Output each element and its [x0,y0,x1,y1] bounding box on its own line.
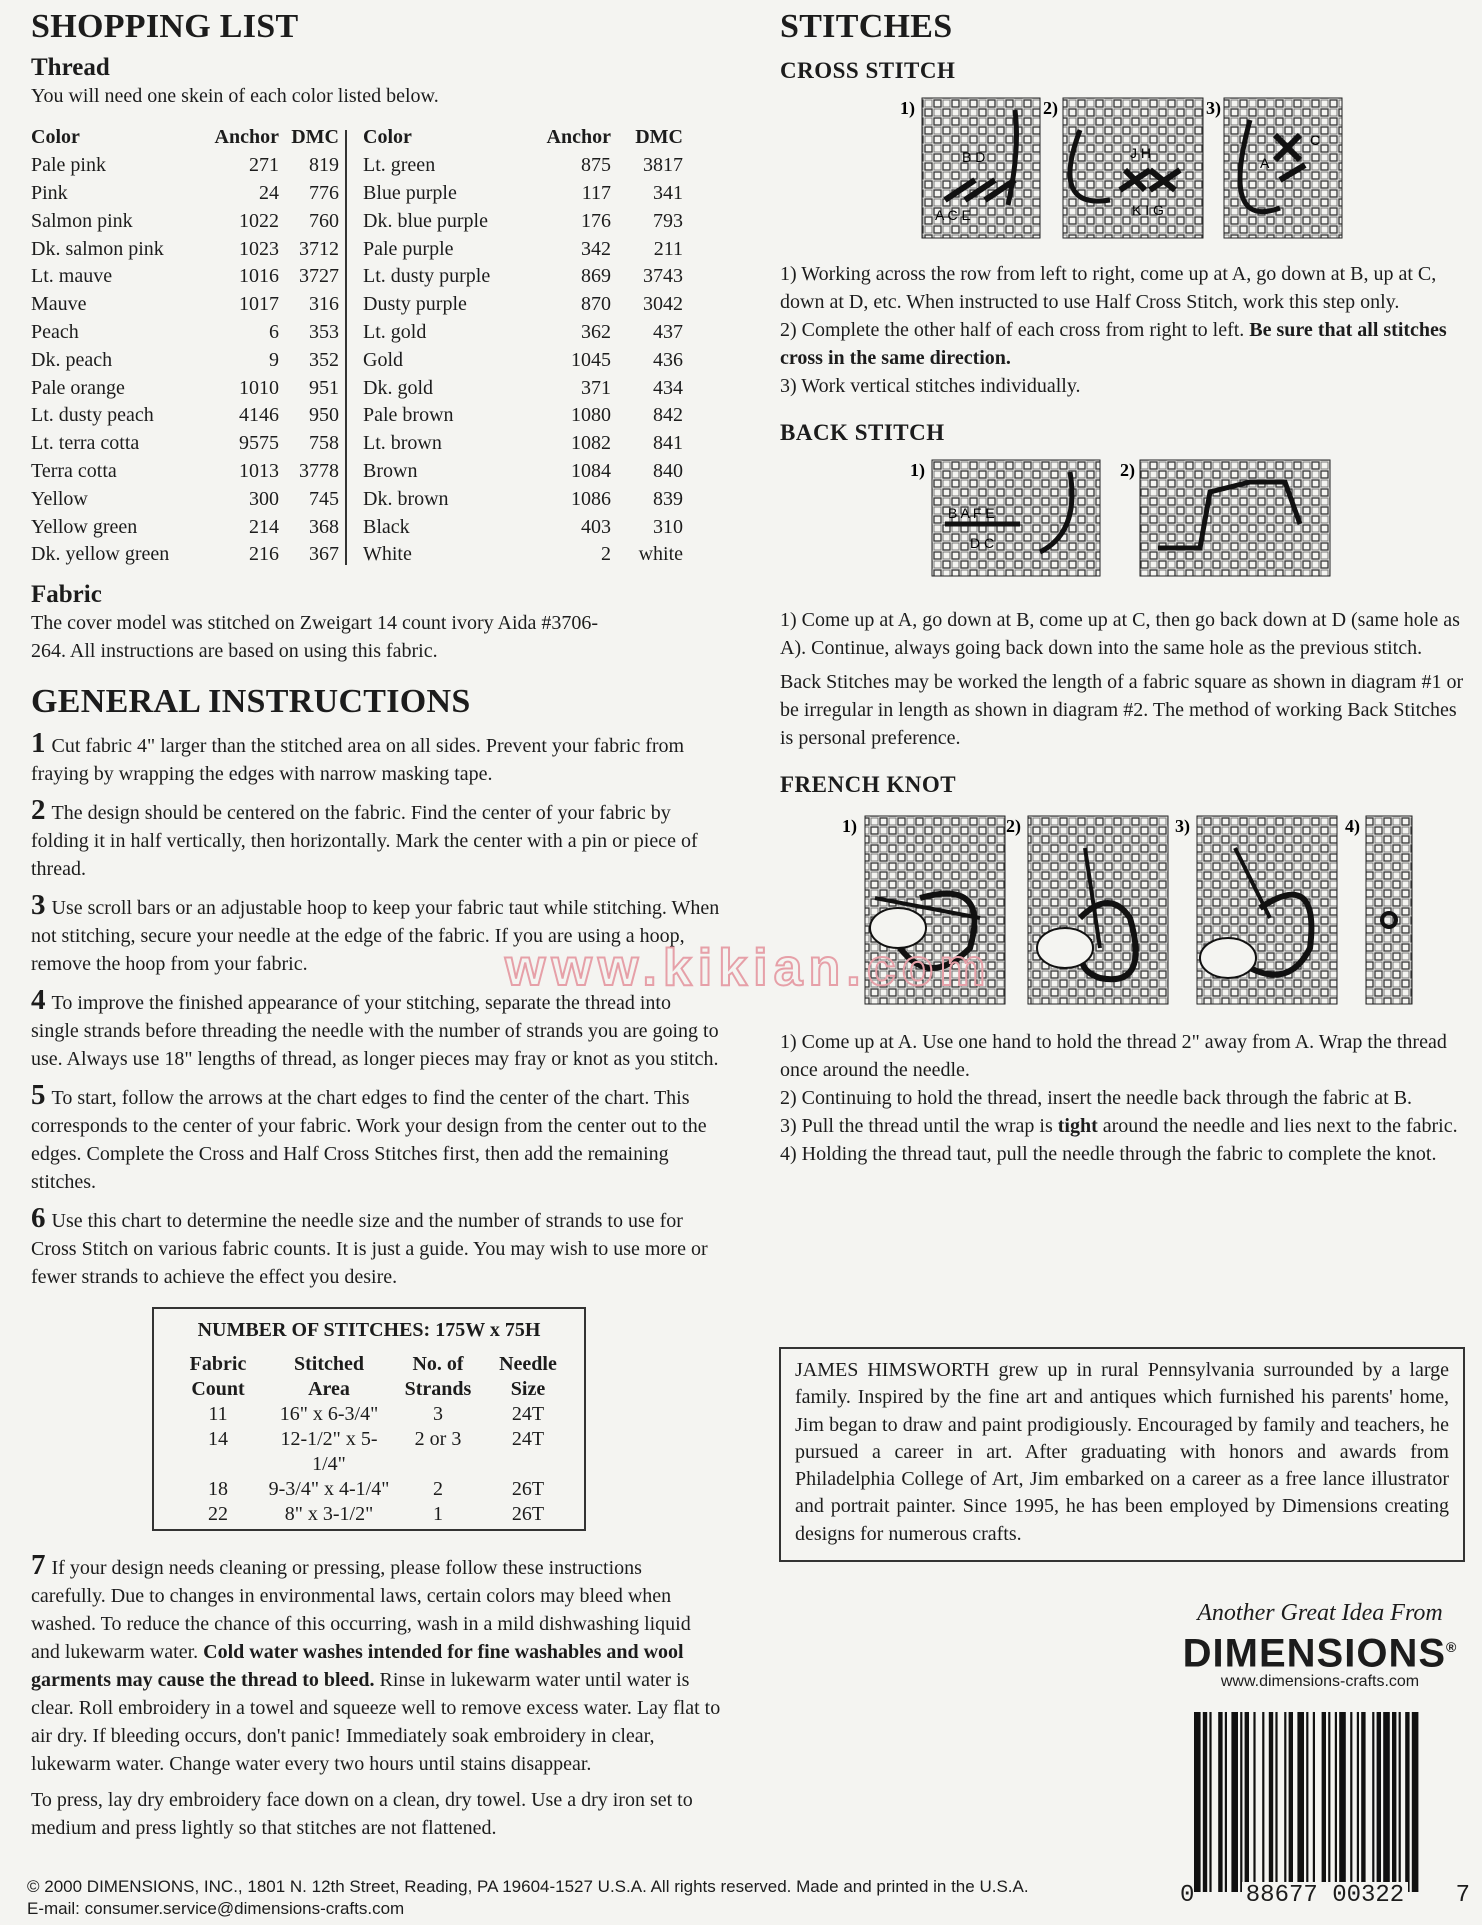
thread-row [347,402,683,430]
watermark: www.kikian.com [505,939,992,997]
thread-row [31,319,345,347]
thread-color: Pink [31,181,68,204]
barcode-bar [1269,1712,1273,1892]
barcode [1180,1710,1470,1920]
barcode-bar [1253,1712,1255,1892]
designer-bio: JAMES HIMSWORTH grew up in rural Pennsylvania surrounded by a large family. Inspired by the fine art and antiques which furnished his parents' home, Jim began to draw and paint prodigiously. Encouraged by family and teachers, he pursued a career in art. After graduating with honors and awards from Philadelphia College of Art, Jim embarked on a career as a free lance illustrator and portrait painter. Since 1995, he has been employed by Dimensions creating designs for numerous crafts. [795,1359,1449,1545]
stitch-table-cell: 24T [511,1428,545,1450]
thread-color: Lt. brown [363,432,442,455]
thread-intro: You will need one skein of each color listed below. [31,85,439,107]
pressing-text: To press, lay dry embroidery face down on a clean, dry towel. Use a dry iron set to medium and press lightly so that stitches are not flattened. [31,1788,693,1839]
thread-dmc: 758 [309,432,339,455]
thread-row [31,541,345,569]
thread-anchor: 869 [581,265,611,288]
barcode-bar [1203,1712,1207,1892]
french-knot-heading: FRENCH KNOT [780,772,957,797]
thread-color: Lt. green [363,154,436,177]
barcode-bar [1383,1712,1390,1892]
thread-color: Lt. dusty purple [363,265,491,288]
stitch-table-cell: 2 or 3 [414,1428,462,1450]
thread-color: Lt. terra cotta [31,432,140,455]
thread-dmc: 745 [309,487,339,510]
svg-text:J H: J H [1130,145,1151,161]
french-p3 [780,1112,1470,1140]
cross-stitch-heading: CROSS STITCH [780,58,956,83]
thread-row [31,430,345,458]
barcode-bar [1399,1712,1401,1892]
thread-dmc: 341 [653,181,683,204]
stitch-table-cell: 26T [511,1478,545,1500]
cross-p2-bold: Be sure that all stitches cross in the same direction. [780,319,1447,369]
fabric-heading: Fabric [31,580,102,608]
thread-color: White [363,543,412,566]
barcode-left-digit: 0 [1180,1882,1195,1909]
thread-anchor: 9575 [239,432,279,455]
back-stitch-heading: BACK STITCH [780,420,945,445]
thread-row [347,207,683,235]
stitch-table-row [168,1502,570,1527]
french-label-3: 3) [1175,816,1190,836]
barcode-bar [1297,1712,1304,1892]
thread-row [31,346,345,374]
stitch-table-cell: 26T [511,1503,545,1525]
thread-row [31,235,345,263]
thread-color: Dk. brown [363,487,449,510]
thread-row [347,346,683,374]
french-p3-bold: tight [1057,1115,1098,1137]
thread-dmc: 3817 [643,154,683,177]
brand-url: www.dimensions-crafts.com [1220,1673,1420,1691]
thread-anchor: 4146 [239,404,279,427]
hdr-size: Size [510,1378,546,1400]
footer [27,1876,1029,1920]
thread-dmc: 316 [309,293,339,316]
email-line: E-mail: consumer.service@dimensions-crafts.com [27,1899,405,1918]
thread-anchor: 342 [581,237,611,260]
cross-p2 [780,316,1470,372]
stitch-table-row [168,1427,570,1477]
thread-anchor: 1016 [239,265,279,288]
thread-anchor: 1010 [239,376,279,399]
thread-color: Lt. dusty peach [31,404,154,427]
stitch-count-title: NUMBER OF STITCHES: 175W x 75H [197,1319,541,1341]
instruction-step-7 [31,1548,721,1778]
thread-row [31,207,345,235]
thread-color: Black [363,515,410,538]
french-p1: 1) Come up at A. Use one hand to hold the thread 2" away from A. Wrap the thread once around the needle. [780,1031,1447,1081]
thread-row [347,541,683,569]
barcode-bar [1313,1712,1315,1892]
thread-dmc: 3778 [299,459,339,482]
thread-dmc: 367 [309,543,339,566]
thread-dmc: 840 [653,459,683,482]
thread-color: Pale orange [31,376,125,399]
thread-color: Lt. mauve [31,265,113,288]
hdr-strands: No. of [412,1353,464,1375]
stitch-table-row [168,1402,570,1427]
barcode-bar [1194,1712,1201,1892]
french-p3-end: around the needle and lies next to the fabric. [1097,1115,1458,1137]
thread-table-right [347,124,683,569]
thread-row [31,291,345,319]
thread-dmc: 776 [309,181,339,204]
thread-color: Gold [363,348,403,371]
french-label-2: 2) [1006,816,1021,836]
cross-p2-text: 2) Complete the other half of each cross from right to left. [780,319,1250,341]
stitch-table-cell: 14 [208,1428,228,1450]
svg-text:K I G: K I G [1132,202,1164,218]
fabric-text: The cover model was stitched on Zweigart 14 count ivory Aida #3706-264. All instructions are based on using this fabric. [31,611,599,662]
cross-p3: 3) Work vertical stitches individually. [780,375,1081,397]
french-p3-text: 3) Pull the thread until the wrap is [780,1115,1058,1137]
thread-anchor: 1045 [571,348,611,371]
thread-row [347,263,683,291]
step-text: If your design needs cleaning or pressing, please follow these instructions carefully. Due to changes in environmental laws, certain colors may bleed when washed. To reduce the chance of this occurring, wash in a mild dishwashing liquid and lukewarm water. [31,1556,691,1663]
thread-color: Yellow [31,487,88,510]
copyright-line: © 2000 DIMENSIONS, INC., 1801 N. 12th Street, Reading, PA 19604-1527 U.S.A. All rights reserved. Made and printed in the U.S.A. [27,1877,1029,1896]
thread-dmc: 436 [653,348,683,371]
barcode-bar [1361,1712,1365,1892]
french-label-1: 1) [842,816,857,836]
thread-row [347,291,683,319]
back-p1: 1) Come up at A, go down at B, come up at C, then go back down at D (same hole as A). Continue, always going back down into the same hole as the previous stitch. [780,609,1460,659]
left-column [31,8,721,1842]
instruction-step [31,1078,721,1196]
step-number: 6 [31,1201,46,1234]
cross-label-3: 3) [1206,98,1221,118]
shopping-list-title: SHOPPING LIST [31,8,299,45]
barcode-digits: 88677 00322 [1242,1882,1408,1909]
back-stitch-diagram [780,452,1470,582]
thread-color: Yellow green [31,515,138,538]
stitch-table-cell: 8" x 3-1/2" [284,1503,374,1525]
thread-table-left [31,124,345,569]
thread-anchor: 1086 [571,487,611,510]
back-label-2: 2) [1120,460,1135,480]
barcode-bar [1372,1712,1374,1892]
thread-anchor: 117 [581,181,611,204]
thread-row [347,235,683,263]
thread-color: Lt. gold [363,320,427,343]
thread-row [347,513,683,541]
thread-row [31,513,345,541]
step-text: Use scroll bars or an adjustable hoop to keep your fabric taut while stitching. When not stitching, secure your needle at the edge of the fabric. If you are using a hoop, remove the hoop from your fabric. [31,896,720,975]
general-instructions-title: GENERAL INSTRUCTIONS [31,682,471,720]
barcode-bar [1322,1712,1326,1892]
thread-dmc: 3743 [643,265,683,288]
thread-anchor: 1023 [239,237,279,260]
col-header-dmc: DMC [291,126,339,149]
stitch-count-table [152,1307,586,1531]
thread-row [31,458,345,486]
step-number: 5 [31,1078,46,1111]
thread-dmc: 841 [653,432,683,455]
instruction-steps [31,726,721,1842]
step-text: The design should be centered on the fabric. Find the center of your fabric by folding it in half vertically, then horizontally. Mark the center with a pin or piece of thread. [31,801,698,880]
stitch-table-cell: 9-3/4" x 4-1/4" [268,1478,390,1500]
stitches-title: STITCHES [780,8,953,45]
thread-anchor: 1082 [571,432,611,455]
instruction-step [31,1201,721,1291]
thread-row [347,152,683,180]
thread-anchor: 1022 [239,209,279,232]
thread-anchor: 24 [259,181,279,204]
instruction-step [31,726,721,788]
thread-row [347,319,683,347]
hdr-stitched: Stitched [294,1353,364,1375]
stitch-table-row [168,1477,570,1502]
thread-row [347,458,683,486]
thread-color: Dk. yellow green [31,543,170,566]
back-label-1: 1) [910,460,925,480]
thread-color: Salmon pink [31,209,133,232]
barcode-bar [1412,1712,1419,1892]
thread-row [31,485,345,513]
barcode-bar [1357,1712,1359,1892]
thread-row [31,263,345,291]
thread-anchor: 300 [249,487,279,510]
step-number: 4 [31,983,46,1016]
brand-tagline: Another Great Idea From [1197,1600,1443,1626]
thread-anchor: 214 [249,515,279,538]
thread-color: Brown [363,459,418,482]
thread-dmc: 950 [309,404,339,427]
stitch-table-cell: 1 [433,1503,443,1525]
stitch-table-cell: 24T [511,1403,545,1425]
barcode-bar [1289,1712,1293,1892]
barcode-bar [1306,1712,1308,1892]
barcode-bar [1231,1712,1238,1892]
step-number: 1 [31,726,46,759]
thread-color: Terra cotta [31,459,117,482]
instruction-step [31,793,721,883]
thread-anchor: 6 [269,320,279,343]
thread-anchor: 371 [581,376,611,399]
thread-row [347,374,683,402]
barcode-bar [1339,1712,1346,1892]
barcode-bar [1245,1712,1249,1892]
thread-dmc: 3727 [299,265,339,288]
svg-text:C: C [1310,132,1321,148]
thread-row [31,180,345,208]
brand-name: DIMENSIONS [1182,1631,1447,1676]
stitch-table-cell: 12-1/2" x 5-1/4" [280,1428,378,1475]
col-header-anchor: Anchor [546,126,611,149]
thread-anchor: 875 [581,154,611,177]
thread-heading: Thread [31,54,110,81]
thread-anchor: 1080 [571,404,611,427]
thread-dmc: 793 [653,209,683,232]
stitch-table-cell: 22 [208,1503,228,1525]
step-number: 3 [31,888,46,921]
barcode-bar [1377,1712,1381,1892]
thread-dmc: 951 [309,376,339,399]
cross-stitch-diagram [780,90,1470,240]
step-text: To improve the finished appearance of your stitching, separate the thread into single strands before threading the needle with the number of strands you are going to use. Always use 18" lengths of thread, as longer pieces may fray or knot as you stitch. [31,991,719,1070]
thread-dmc: 352 [309,348,339,371]
thread-color: Dusty purple [363,293,467,316]
svg-text:B D: B D [962,149,986,165]
thread-color: Dk. salmon pink [31,237,164,260]
barcode-bar [1335,1712,1337,1892]
thread-row [31,152,345,180]
thread-dmc: 819 [309,154,339,177]
thread-color: Peach [31,320,79,343]
french-p2: 2) Continuing to hold the thread, insert the needle back through the fabric at B. [780,1087,1413,1109]
thread-dmc: 434 [653,376,683,399]
thread-row [347,180,683,208]
barcode-bar [1350,1712,1352,1892]
designer-bio-box [779,1347,1465,1562]
thread-anchor: 176 [581,209,611,232]
thread-anchor: 870 [581,293,611,316]
hdr-fabric: Fabric [189,1353,247,1375]
thread-dmc: 760 [309,209,339,232]
thread-dmc: 310 [653,515,683,538]
thread-dmc: 3712 [299,237,339,260]
step-text: To start, follow the arrows at the chart edges to find the center of the chart. This corresponds to the center of your fabric. Work your design from the center out to the edges. Complete the Cross and Half Cross Stitches first, then add the remaining stitches. [31,1086,707,1193]
barcode-bar [1209,1712,1211,1892]
cross-label-1: 1) [900,98,915,118]
thread-row [31,374,345,402]
brand-logo [1175,1627,1465,1676]
thread-anchor: 1084 [571,459,611,482]
thread-table [31,124,721,569]
thread-color: Pale brown [363,404,454,427]
svg-text:B A F E: B A F E [948,505,995,521]
hdr-needle: Needle [499,1353,557,1375]
thread-anchor: 2 [601,543,611,566]
col-header-color: Color [31,126,80,149]
svg-text:A: A [1260,155,1270,171]
step-text: Use this chart to determine the needle size and the number of strands to use for Cross Stitch on various fabric counts. It is just a guide. You may wish to use more or fewer strands to achieve the effect you desire. [31,1209,708,1288]
instruction-step [31,983,721,1073]
step-text-bold: Cold water washes intended for fine washables and wool garments may cause the thread to bleed. [31,1640,684,1691]
barcode-bar [1275,1712,1277,1892]
thread-row [347,485,683,513]
hdr-count: Count [191,1378,245,1400]
thread-anchor: 271 [249,154,279,177]
col-header-anchor: Anchor [214,126,279,149]
thread-dmc: 353 [309,320,339,343]
barcode-bar [1405,1712,1409,1892]
hdr-strands-2: Strands [404,1378,472,1400]
svg-text:A C E: A C E [935,207,971,223]
thread-dmc: white [638,543,683,566]
back-p2: Back Stitches may be worked the length of a fabric square as shown in diagram #1 or be irregular in length as shown in diagram #2. The method of working Back Stitches is personal preference. [780,671,1464,749]
barcode-bar [1240,1712,1242,1892]
stitch-table-cell: 3 [433,1403,443,1425]
col-header-color: Color [363,126,412,149]
brand-registered-mark: ® [1446,1639,1458,1655]
barcode-bar [1284,1712,1286,1892]
thread-color: Pale pink [31,154,106,177]
step-text: Cut fabric 4" larger than the stitched area on all sides. Prevent your fabric from fraying by wrapping the edges with narrow masking tape. [31,734,685,785]
thread-anchor: 1017 [239,293,279,316]
thread-anchor: 362 [581,320,611,343]
thread-dmc: 839 [653,487,683,510]
french-label-4: 4) [1345,816,1360,836]
thread-anchor: 1013 [239,459,279,482]
thread-row [31,402,345,430]
cross-label-2: 2) [1043,98,1058,118]
stitch-table-cell: 18 [208,1478,228,1500]
barcode-bar [1218,1712,1222,1892]
stitch-table-cell: 11 [208,1403,228,1425]
barcode-bar [1262,1712,1264,1892]
thread-dmc: 211 [653,237,683,260]
thread-dmc: 3042 [643,293,683,316]
thread-color: Dk. peach [31,348,113,371]
barcode-bar [1392,1712,1396,1892]
french-p4: 4) Holding the thread taut, pull the needle through the fabric to complete the knot. [780,1143,1437,1165]
step-number: 2 [31,793,46,826]
thread-anchor: 403 [581,515,611,538]
thread-dmc: 842 [653,404,683,427]
stitch-table-cell: 2 [433,1478,443,1500]
thread-dmc: 368 [309,515,339,538]
thread-row [347,430,683,458]
thread-color: Pale purple [363,237,454,260]
svg-text:D C: D C [970,535,995,551]
barcode-bar [1328,1712,1330,1892]
barcode-bar [1225,1712,1227,1892]
thread-color: Dk. blue purple [363,209,488,232]
col-header-dmc: DMC [635,126,683,149]
step-number: 7 [31,1548,46,1581]
cross-p1: 1) Working across the row from left to right, come up at A, go down at B, up at C, down at D, etc. When instructed to use Half Cross Stitch, work this step only. [780,263,1437,313]
thread-color: Blue purple [363,181,457,204]
thread-anchor: 9 [269,348,279,371]
step-text: Rinse in lukewarm water until water is clear. Roll embroidery in a towel and squeeze well to remove excess water. Lay flat to air dry. If bleeding occurs, don't panic! Immediately soak embroidery in clear, lukewarm water. Change water every two hours until stains disappear. [31,1668,721,1775]
brand-block [1175,1600,1465,1691]
barcode-right-digit: 7 [1455,1882,1470,1909]
thread-color: Mauve [31,293,87,316]
thread-color: Dk. gold [363,376,433,399]
stitch-table-cell: 16" x 6-3/4" [279,1403,379,1425]
thread-dmc: 437 [653,320,683,343]
hdr-area: Area [308,1378,350,1400]
thread-anchor: 216 [249,543,279,566]
